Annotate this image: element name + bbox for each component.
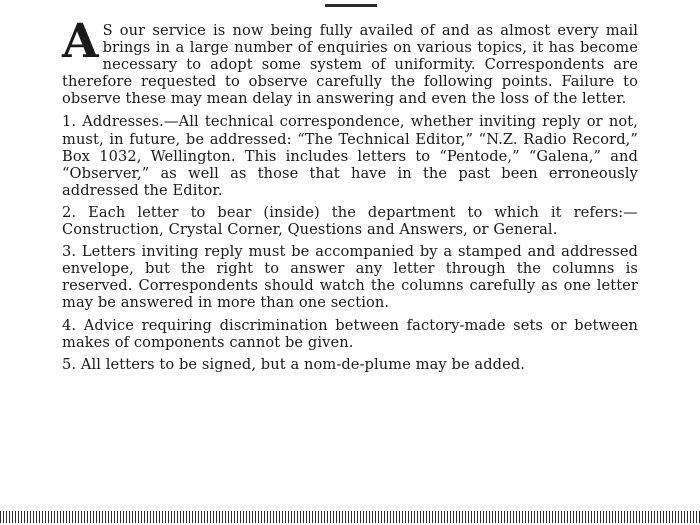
point-signature: 5. All letters to be signed, but a nom-de-plume may be added. xyxy=(62,355,526,373)
top-rule xyxy=(325,4,377,7)
point-advice: 4. Advice requiring discrimination between factory-made sets or between makes of components cannot be given. xyxy=(62,316,638,351)
bottom-border xyxy=(0,511,700,523)
drop-cap: A xyxy=(62,14,99,69)
point-addresses: 1. Addresses.—All technical correspondence, whether inviting reply or not, must, in future, be addressed: “The Technical Editor,” “N.Z. Radio Record,” Box 1032, Wellington. This includes letters to “Pentode,” “Galena,” and “Observer,” as well as those that have in the past been erroneously addressed the Editor. xyxy=(62,113,638,199)
point-department: 2. Each letter to bear (inside) the department to which it refers:—Construction, Crystal Corner, Questions and Answers, or General. xyxy=(62,203,638,239)
intro-text: S our service is now being fully availed of and as almost every mail brings in a large number of enquiries on various topics, it has become necessary to adopt some system of uniformity. Correspondents are therefore requested to observe carefully the following points. Failure to observe these may mean delay in answering and even the loss of the letter. xyxy=(62,22,638,108)
intro-paragraph xyxy=(62,14,638,108)
correspondence-notice xyxy=(62,14,638,378)
point-reply-envelope: 3. Letters inviting reply must be accompanied by a stamped and addressed envelope, but the right to answer any letter through the columns is reserved. Correspondents should watch the columns carefully as one letter may be answered in more than one section. xyxy=(62,243,638,312)
